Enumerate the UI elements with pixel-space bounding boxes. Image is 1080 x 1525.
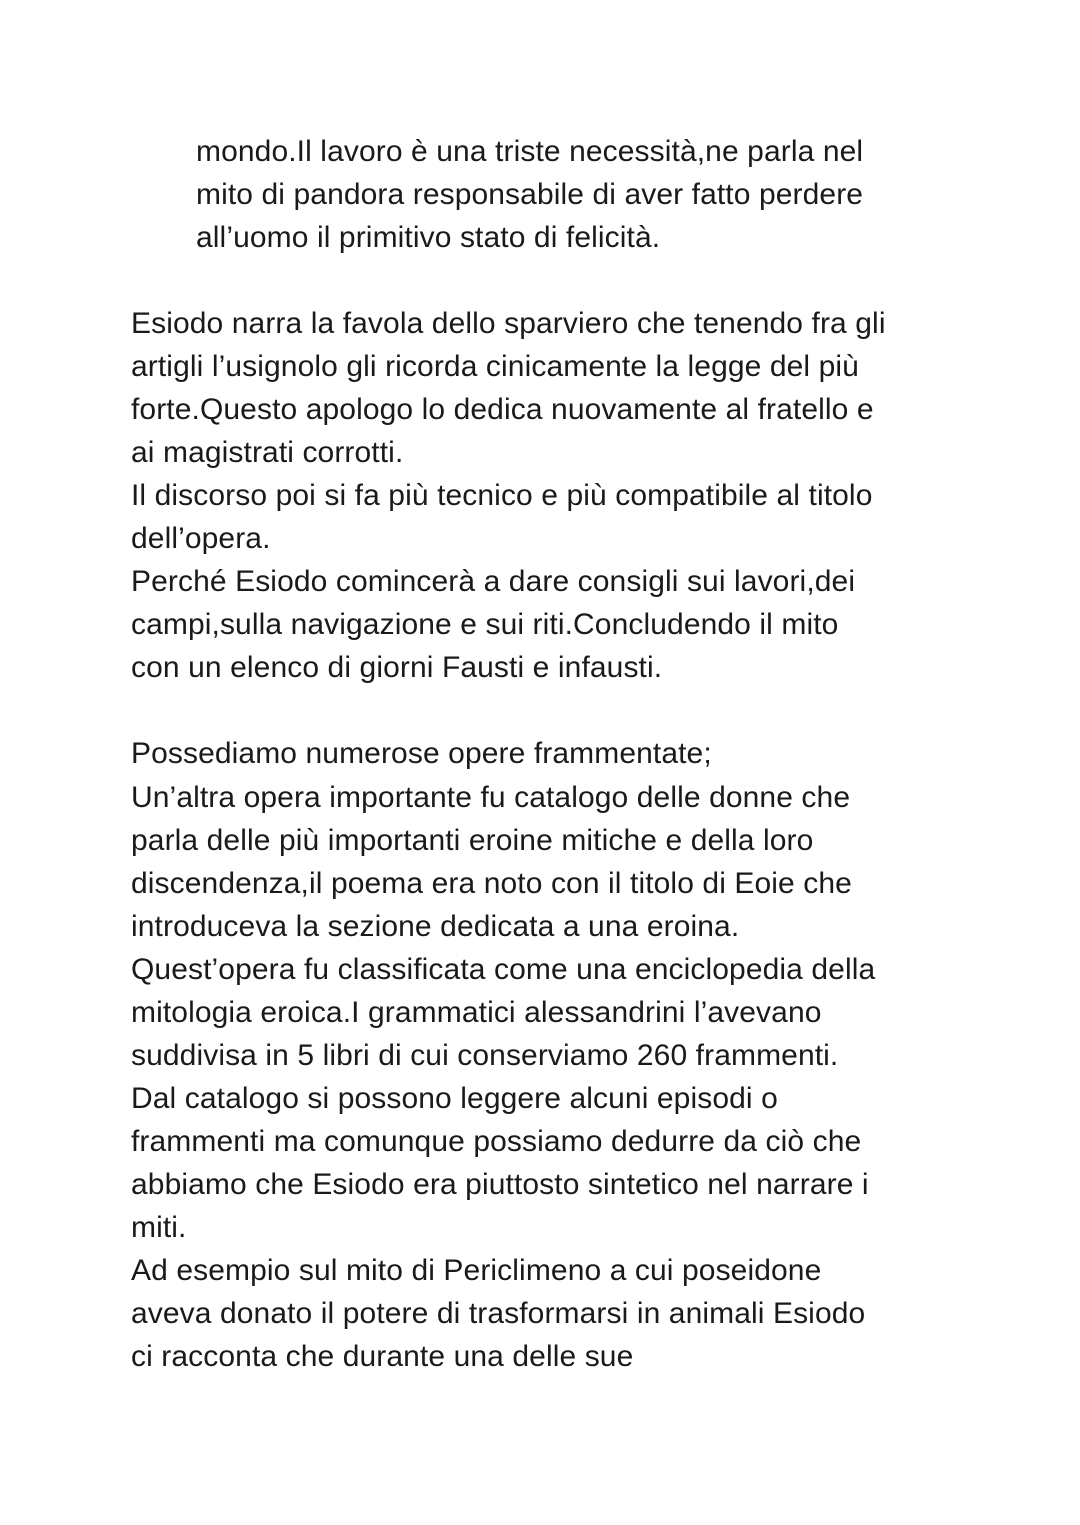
text-line: ai magistrati corrotti. (131, 436, 404, 469)
text-line: ci racconta che durante una delle sue (131, 1340, 634, 1373)
text-line: Dal catalogo si possono leggere alcuni episodi o (131, 1082, 778, 1115)
text-line: discendenza,il poema era noto con il titolo di Eoie che (131, 867, 852, 900)
text-line: aveva donato il potere di trasformarsi in animali Esiodo (131, 1297, 866, 1330)
text-line: dell’opera. (131, 522, 271, 555)
text-line: all’uomo il primitivo stato di felicità. (196, 221, 661, 254)
text-line: Esiodo narra la favola dello sparviero che tenendo fra gli (131, 307, 886, 340)
text-line: con un elenco di giorni Fausti e infausti. (131, 651, 663, 684)
text-line: Un’altra opera importante fu catalogo delle donne che (131, 781, 851, 814)
text-line: mitologia eroica.I grammatici alessandrini l’avevano (131, 996, 822, 1029)
text-line: suddivisa in 5 libri di cui conserviamo 260 frammenti. (131, 1039, 839, 1072)
text-line: parla delle più importanti eroine mitiche e della loro (131, 824, 814, 857)
text-line: artigli l’usignolo gli ricorda cinicamente la legge del più (131, 350, 859, 383)
text-line: Quest’opera fu classificata come una enciclopedia della (131, 953, 876, 986)
text-line: frammenti ma comunque possiamo dedurre da ciò che (131, 1125, 862, 1158)
text-line: mito di pandora responsabile di aver fatto perdere (196, 178, 864, 211)
text-line: miti. (131, 1211, 187, 1244)
text-line: mondo.Il lavoro è una triste necessità,ne parla nel (196, 135, 864, 168)
text-line: abbiamo che Esiodo era piuttosto sintetico nel narrare i (131, 1168, 869, 1201)
text-line: Ad esempio sul mito di Periclimeno a cui poseidone (131, 1254, 822, 1287)
text-line: Possediamo numerose opere frammentate; (131, 737, 712, 770)
text-line: introduceva la sezione dedicata a una eroina. (131, 910, 740, 943)
text-line: Il discorso poi si fa più tecnico e più compatibile al titolo (131, 479, 873, 512)
text-line: forte.Questo apologo lo dedica nuovamente al fratello e (131, 393, 874, 426)
text-line: Perché Esiodo comincerà a dare consigli sui lavori,dei (131, 565, 856, 598)
text-line: campi,sulla navigazione e sui riti.Concludendo il mito (131, 608, 839, 641)
